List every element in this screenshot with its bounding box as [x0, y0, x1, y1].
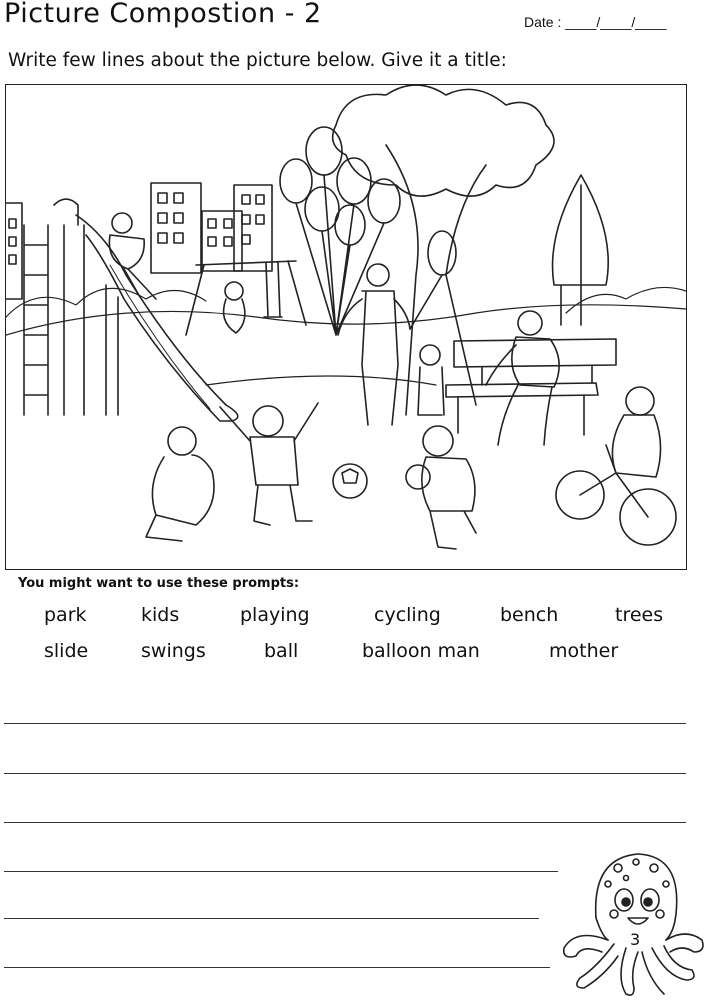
writing-line[interactable]: [4, 773, 686, 774]
park-picture: [5, 84, 687, 570]
prompt-word: playing: [240, 604, 310, 626]
octopus-icon: [556, 848, 708, 1000]
prompt-word: swings: [141, 640, 206, 662]
prompt-word: trees: [615, 604, 664, 626]
kid-kneeling-icon: [146, 427, 214, 541]
prompt-word: mother: [549, 640, 619, 662]
bench-icon: [446, 311, 616, 445]
prompt-word: bench: [500, 604, 559, 626]
prompts-heading: You might want to use these prompts:: [18, 576, 300, 591]
writing-line[interactable]: [4, 822, 686, 823]
writing-line[interactable]: [4, 967, 550, 968]
prompt-word: kids: [141, 604, 180, 626]
date-field: Date : ____/____/____: [524, 14, 667, 30]
writing-line[interactable]: [4, 723, 686, 724]
kid-waving-icon: [220, 403, 318, 525]
prompt-word: ball: [264, 640, 299, 662]
girl-icon: [418, 345, 444, 415]
ball-icon: [333, 464, 367, 498]
prompt-word: cycling: [374, 604, 441, 626]
prompt-word: slide: [44, 640, 89, 662]
prompt-word: balloon man: [362, 640, 480, 662]
writing-line[interactable]: [4, 871, 558, 872]
slide-icon: [24, 199, 238, 421]
bicycle-icon: [556, 387, 676, 545]
page-number: 3: [630, 930, 641, 949]
balloon-man-icon: [280, 127, 456, 425]
writing-line[interactable]: [4, 918, 539, 919]
instruction-text: Write few lines about the picture below. Give it a title:: [8, 50, 507, 71]
prompt-word: park: [44, 604, 87, 626]
swing-icon: [186, 261, 306, 335]
worksheet-title: Picture Compostion - 2: [4, 0, 322, 29]
kid-with-ball-icon: [406, 426, 476, 549]
